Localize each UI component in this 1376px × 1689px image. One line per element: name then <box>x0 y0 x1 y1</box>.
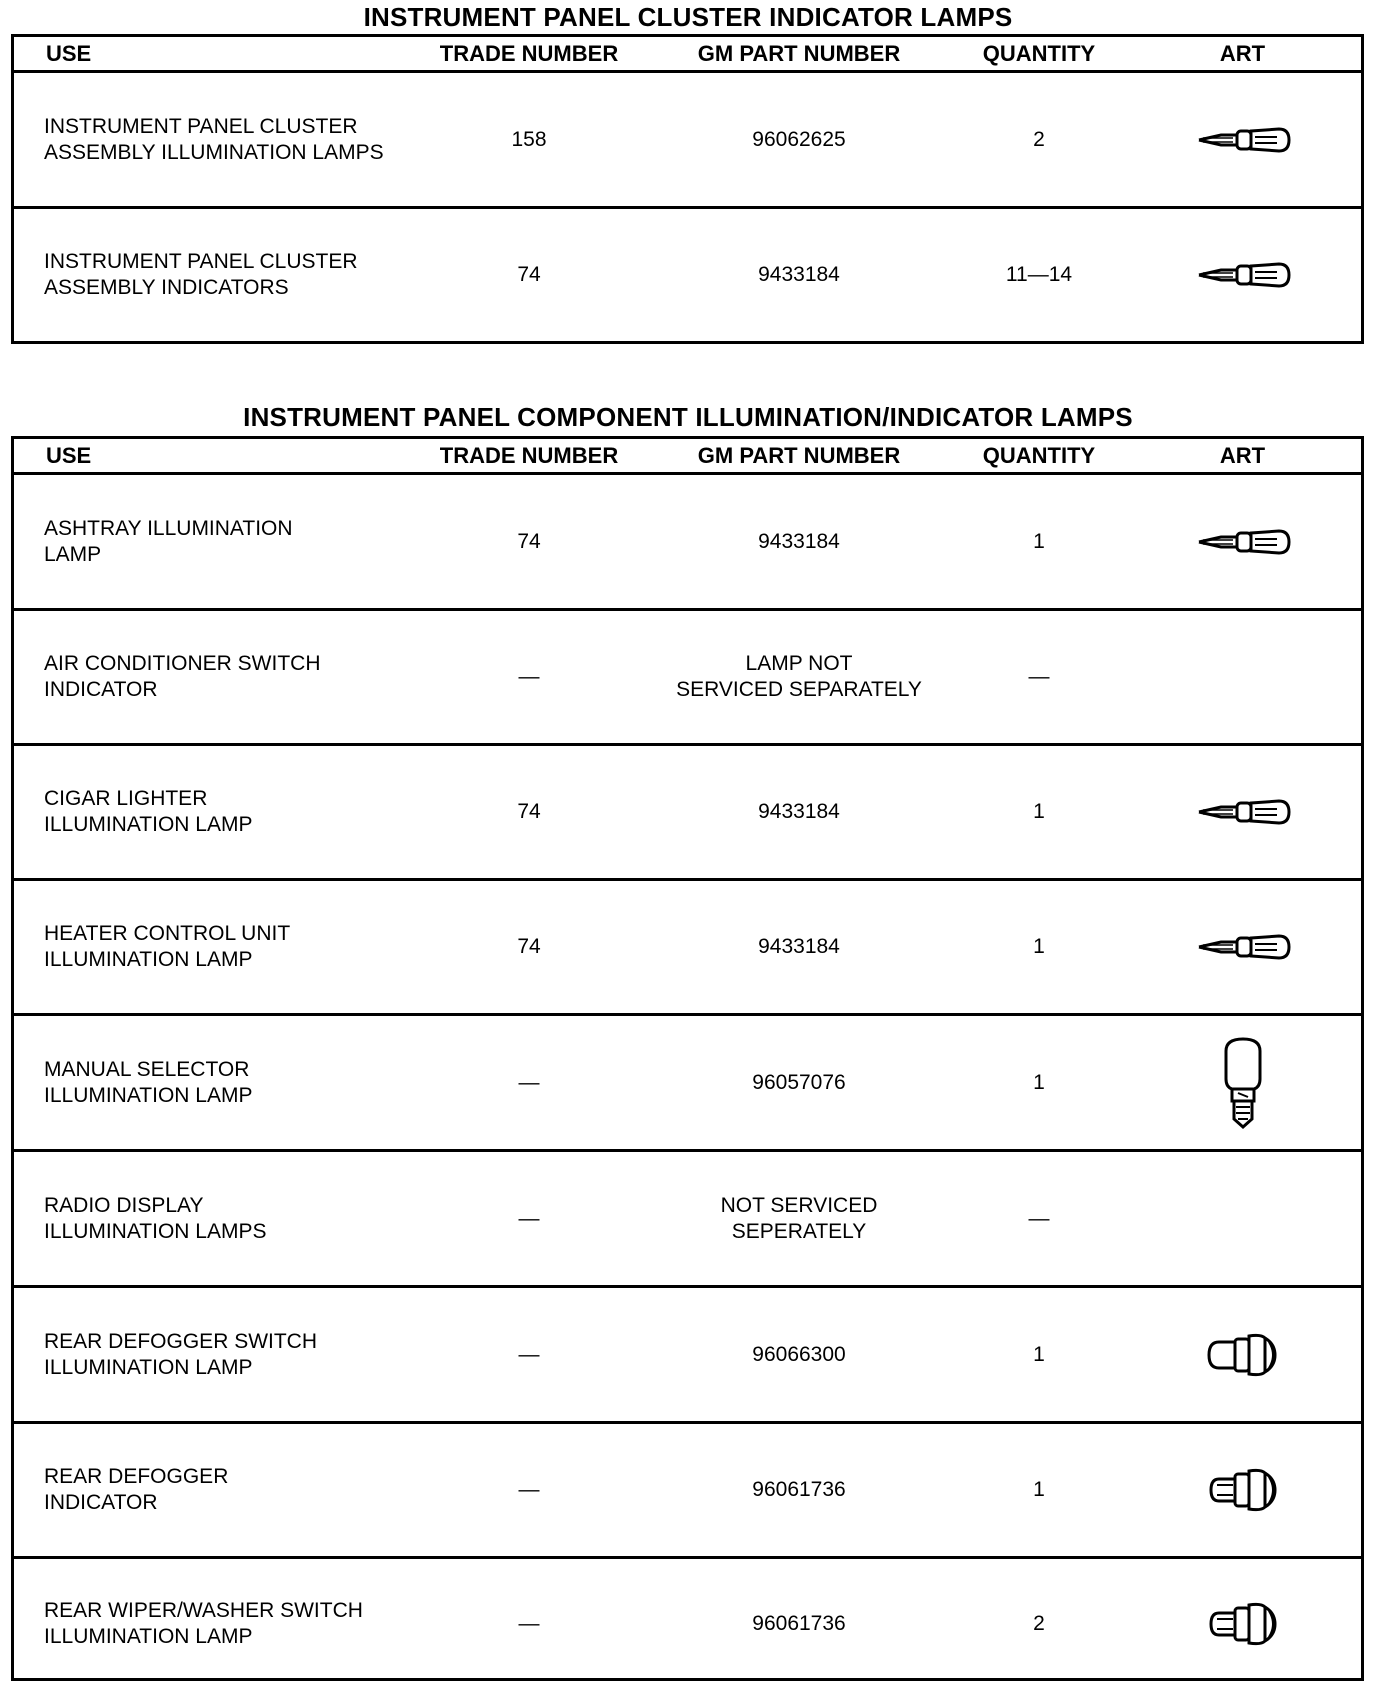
cell-art <box>1124 260 1361 290</box>
table-row <box>14 1152 1361 1288</box>
header-gm-part-number: GM PART NUMBER <box>697 442 901 468</box>
header-trade-number: TRADE NUMBER <box>439 40 619 66</box>
cell-gm-part-number: 96061736 <box>752 1478 846 1501</box>
cell-trade-number: 158 <box>511 127 547 151</box>
cell-quantity: 2 <box>1033 127 1045 151</box>
cell-gm-part-number: 9433184 <box>758 935 840 958</box>
cell-gm-part-number: 96062625 <box>752 127 846 151</box>
cell-use: AIR CONDITIONER SWITCH INDICATOR <box>44 652 321 701</box>
cell-gm-part-number: 96061736 <box>752 1612 846 1635</box>
header-quantity: QUANTITY <box>982 442 1096 468</box>
component-lamps-table <box>11 436 1364 1681</box>
wedge-bulb-icon <box>1193 125 1293 155</box>
vertical-wedge-bulb-icon <box>1220 1035 1266 1131</box>
header-trade-number: TRADE NUMBER <box>439 442 619 468</box>
table-header <box>14 439 1361 475</box>
wedge-bulb-icon <box>1193 260 1293 290</box>
table-row <box>14 1424 1361 1559</box>
cell-art <box>1124 1035 1361 1131</box>
cell-trade-number: — <box>518 665 540 688</box>
cell-use: INSTRUMENT PANEL CLUSTER ASSEMBLY INDICATORS <box>44 250 358 299</box>
cell-gm-part-number: 9433184 <box>758 263 840 286</box>
wedge-bulb-icon <box>1193 797 1293 827</box>
table-row <box>14 611 1361 746</box>
cell-gm-part-number: 9433184 <box>758 800 840 823</box>
cell-trade-number: — <box>518 1478 540 1501</box>
cell-quantity: 1 <box>1033 1342 1045 1366</box>
cell-quantity: 2 <box>1033 1612 1045 1635</box>
twist-socket-bulb-icon <box>1205 1599 1281 1649</box>
cell-quantity: 11—14 <box>1005 263 1073 286</box>
header-use: USE <box>46 40 92 66</box>
cell-use: MANUAL SELECTOR ILLUMINATION LAMP <box>44 1057 253 1107</box>
cell-use: HEATER CONTROL UNIT ILLUMINATION LAMP <box>44 922 291 971</box>
cell-quantity: — <box>1028 1206 1050 1230</box>
table-row <box>14 1016 1361 1152</box>
cell-quantity: 1 <box>1033 529 1045 553</box>
cell-use: REAR DEFOGGER SWITCH ILLUMINATION LAMP <box>44 1329 318 1379</box>
cell-art <box>1124 125 1361 155</box>
cell-trade-number: — <box>518 1070 540 1094</box>
table-row <box>14 881 1361 1016</box>
cell-art <box>1124 797 1361 827</box>
table-row <box>14 475 1361 611</box>
twist-socket-bulb-icon <box>1205 1465 1281 1515</box>
header-gm-part-number: GM PART NUMBER <box>697 40 901 66</box>
cell-quantity: 1 <box>1033 800 1045 823</box>
cell-trade-number: — <box>518 1206 540 1230</box>
cell-quantity: 1 <box>1033 935 1045 958</box>
cell-quantity: 1 <box>1033 1478 1045 1501</box>
header-use: USE <box>46 442 92 468</box>
wedge-bulb-icon <box>1193 527 1293 557</box>
section-title-cluster: INSTRUMENT PANEL CLUSTER INDICATOR LAMPS <box>363 2 1013 32</box>
cell-trade-number: 74 <box>517 935 541 958</box>
table-row <box>14 1559 1361 1689</box>
header-quantity: QUANTITY <box>982 40 1096 66</box>
cell-use: REAR DEFOGGER INDICATOR <box>44 1465 229 1514</box>
cell-use: REAR WIPER/WASHER SWITCH ILLUMINATION LAMP <box>44 1599 363 1648</box>
cell-use: CIGAR LIGHTER ILLUMINATION LAMP <box>44 787 253 836</box>
table-row <box>14 73 1361 209</box>
table-row <box>14 746 1361 881</box>
cell-gm-part-number: NOT SERVICED SEPERATELY <box>720 1193 878 1243</box>
cell-quantity: 1 <box>1033 1070 1045 1094</box>
cell-gm-part-number: 9433184 <box>758 529 840 553</box>
header-art: ART <box>1219 40 1266 66</box>
table-row <box>14 209 1361 341</box>
cell-art <box>1124 1330 1361 1380</box>
wedge-bulb-icon <box>1193 932 1293 962</box>
section-title-component: INSTRUMENT PANEL COMPONENT ILLUMINATION/INDICATOR LAMPS <box>243 402 1133 432</box>
cell-gm-part-number: 96066300 <box>752 1342 846 1366</box>
cell-quantity: — <box>1028 665 1050 688</box>
table-row <box>14 1288 1361 1424</box>
cell-art <box>1124 1465 1361 1515</box>
twist-socket-bulb-icon <box>1205 1330 1281 1380</box>
cell-trade-number: 74 <box>517 263 541 286</box>
cell-trade-number: 74 <box>517 529 541 553</box>
cell-trade-number: 74 <box>517 800 541 823</box>
cell-use: RADIO DISPLAY ILLUMINATION LAMPS <box>44 1193 267 1243</box>
cell-gm-part-number: LAMP NOT SERVICED SEPARATELY <box>676 652 922 701</box>
cell-use: INSTRUMENT PANEL CLUSTER ASSEMBLY ILLUMINATION LAMPS <box>44 114 384 164</box>
cell-gm-part-number: 96057076 <box>752 1070 846 1094</box>
cell-art <box>1124 932 1361 962</box>
cell-trade-number: — <box>518 1342 540 1366</box>
cell-trade-number: — <box>518 1612 540 1635</box>
header-art: ART <box>1219 442 1266 468</box>
cell-art <box>1124 1599 1361 1649</box>
cluster-lamps-table <box>11 34 1364 344</box>
table-header <box>14 37 1361 73</box>
cell-art <box>1124 527 1361 557</box>
cell-use: ASHTRAY ILLUMINATION LAMP <box>44 516 293 566</box>
